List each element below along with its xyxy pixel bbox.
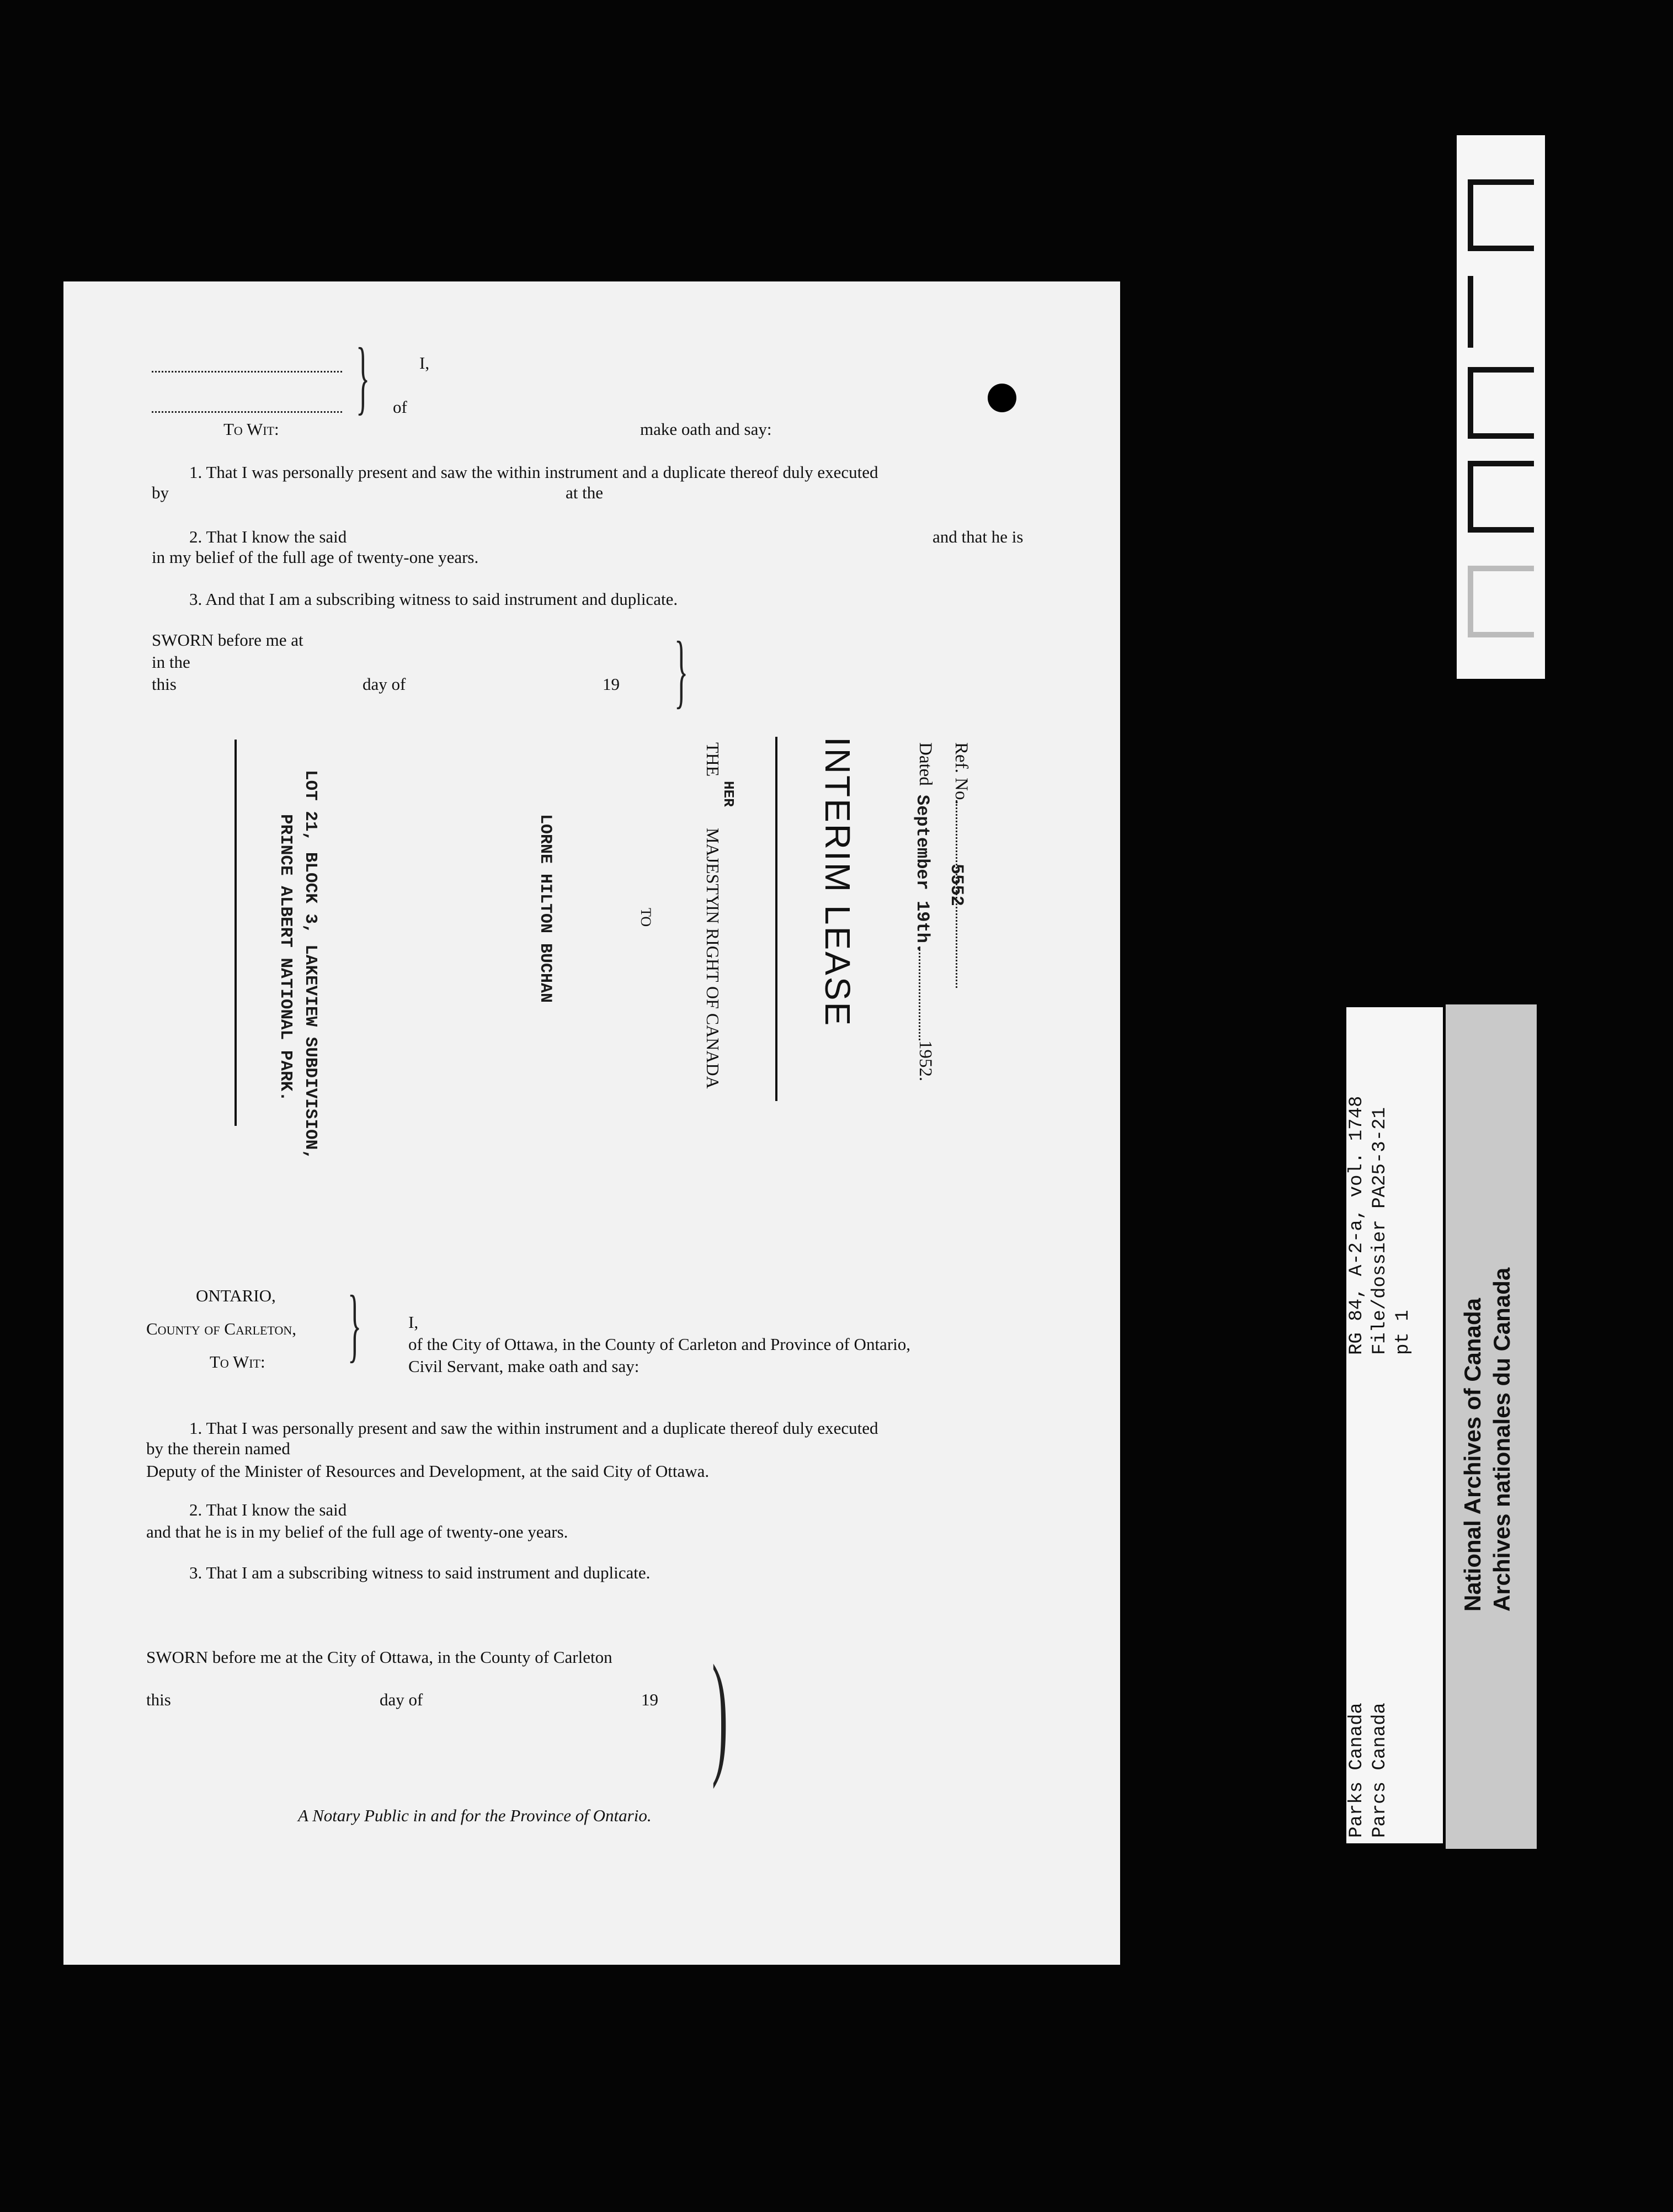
archive-file-line: File/dossier PA25-3-21: [1370, 1107, 1390, 1355]
top-sworn-brace: }: [674, 625, 689, 716]
lot-line-1: LOT 21, BLOCK 3, LAKEVIEW SUBDIVISION,: [301, 770, 320, 1160]
header-to-wit: To Wit:: [223, 419, 279, 439]
archive-nac-en: National Archives of Canada: [1459, 1298, 1485, 1612]
bottom-civil-servant: Civil Servant, make oath and say:: [408, 1357, 640, 1376]
bottom-para-1-c: Deputy of the Minister of Resources and Development, at the said City of Ottawa.: [146, 1461, 710, 1481]
bottom-of-city: of the City of Ottawa, in the County of Carleton and Province of Ontario,: [408, 1334, 911, 1354]
top-para-2: 2. That I know the said: [189, 527, 347, 546]
lot-rule: [235, 740, 237, 1126]
bottom-sworn-line-1: SWORN before me at the City of Ottawa, in the County of Carleton: [146, 1647, 612, 1667]
cover-her: HER: [720, 781, 737, 807]
title-rule: [775, 737, 777, 1101]
top-sworn-line-3: this: [152, 674, 177, 694]
punch-hole: [988, 384, 1016, 412]
bottom-to-wit: To Wit:: [210, 1352, 265, 1371]
top-para-1-at-the: at the: [566, 483, 603, 502]
top-brace: }: [356, 331, 370, 423]
header-i: I,: [419, 353, 430, 373]
top-para-2-b: and that he is: [933, 527, 1024, 546]
bottom-para-1: 1. That I was personally present and saw the within instrument and a duplicate thereof duly executed: [189, 1418, 878, 1438]
frame-digit-4: [1468, 276, 1534, 348]
cover-in-right-of-canada: IN RIGHT OF CANADA: [703, 905, 723, 1089]
archive-pt-line: pt 1: [1393, 1310, 1414, 1355]
bottom-province: ONTARIO,: [196, 1286, 276, 1305]
frame-digit-0b: [1468, 461, 1534, 533]
dated-blank-line: [919, 947, 920, 1040]
document-title: INTERIM LEASE: [818, 737, 857, 1028]
frame-digit-0: [1468, 367, 1534, 439]
top-para-1-by: by: [152, 483, 169, 502]
top-sworn-line-2: in the: [152, 652, 190, 672]
bottom-i: I,: [408, 1312, 419, 1332]
lessee-name: LORNE HILTON BUCHAN: [536, 814, 555, 1003]
ref-label: Ref. No.: [951, 742, 971, 805]
bottom-sworn-day: day of: [380, 1690, 423, 1709]
cover-the: THE: [703, 742, 723, 777]
frame-digit-5: [1468, 179, 1534, 251]
top-sworn-year: 19: [603, 674, 620, 694]
header-of: of: [393, 397, 407, 417]
archive-rg-line: RG 84, A-2-a, vol. 1748: [1346, 1096, 1367, 1355]
county-blank-line: [152, 411, 342, 413]
dated-year: 1952.: [915, 1040, 935, 1082]
archive-parks-fr: Parcs Canada: [1370, 1703, 1390, 1838]
bottom-para-2: 2. That I know the said: [189, 1500, 347, 1519]
archive-parks-en: Parks Canada: [1346, 1703, 1367, 1838]
bottom-sworn-brace: ): [712, 1637, 728, 1790]
cover-majesty: MAJESTY: [703, 828, 723, 908]
notary-line: A Notary Public in and for the Province of Ontario.: [298, 1806, 652, 1825]
top-para-2-c: in my belief of the full age of twenty-one years.: [152, 547, 479, 567]
bottom-para-2-b: and that he is in my belief of the full age of twenty-one years.: [146, 1522, 568, 1541]
archive-nac-fr: Archives nationales du Canada: [1489, 1267, 1515, 1612]
dated-label: Dated: [915, 742, 935, 786]
top-sworn-day: day of: [363, 674, 406, 694]
name-blank-line: [152, 371, 342, 373]
bottom-brace: }: [348, 1279, 362, 1370]
top-para-3: 3. And that I am a subscribing witness to said instrument and duplicate.: [189, 589, 678, 609]
top-sworn-line-1: SWORN before me at: [152, 630, 303, 650]
bottom-para-1-b: by the therein named: [146, 1439, 290, 1458]
bottom-sworn-year: 19: [641, 1690, 658, 1709]
top-para-1: 1. That I was personally present and saw the within instrument and a duplicate thereof duly executed: [189, 462, 878, 482]
bottom-sworn-this: this: [146, 1690, 171, 1709]
lot-line-2: PRINCE ALBERT NATIONAL PARK.: [276, 814, 295, 1102]
cover-to: TO: [638, 908, 654, 927]
ref-number: 5552: [946, 864, 967, 906]
bottom-county: County of Carleton,: [146, 1319, 296, 1338]
dated-value: September 19th.: [912, 795, 933, 954]
bottom-para-3: 3. That I am a subscribing witness to said instrument and duplicate.: [189, 1563, 651, 1582]
frame-number-ticket: [1457, 135, 1545, 679]
frame-digit-0c: [1468, 566, 1534, 637]
header-make-oath: make oath and say:: [640, 419, 772, 439]
